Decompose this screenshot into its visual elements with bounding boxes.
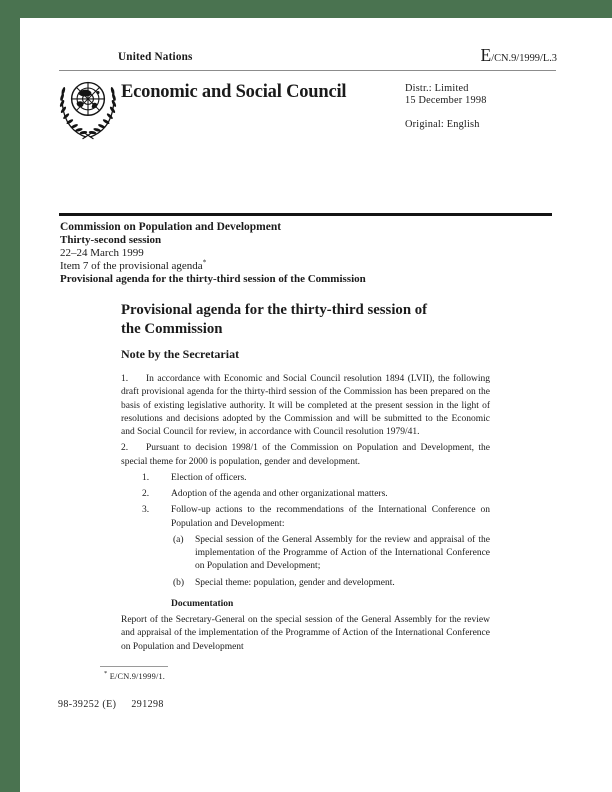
distribution-block bbox=[405, 83, 487, 130]
paragraph-2 bbox=[121, 442, 490, 469]
footnote-rule bbox=[100, 666, 168, 667]
paragraph-2-text: Pursuant to decision 1998/1 of the Commission on Population and Development, the special theme for 2000 is population, gender and development. bbox=[121, 443, 490, 467]
commission-name: Commission on Population and Development bbox=[60, 221, 282, 233]
document-footer bbox=[58, 699, 164, 710]
un-emblem-icon bbox=[58, 76, 118, 140]
footnote-text: E/CN.9/1999/1. bbox=[109, 671, 166, 681]
document-symbol-number: /CN.9/1999/L.3 bbox=[491, 53, 557, 64]
agenda-item-3-number: 3. bbox=[142, 505, 150, 516]
agenda-item-line: Item 7 of the provisional agenda* bbox=[60, 257, 207, 272]
document-title-line1: Provisional agenda for the thirty-third session of bbox=[121, 302, 428, 318]
masthead-rule bbox=[59, 70, 556, 71]
agenda-item-1 bbox=[121, 472, 490, 485]
session-number: Thirty-second session bbox=[60, 233, 162, 246]
footnote-marker: * bbox=[202, 257, 207, 267]
distr-date: 15 December 1998 bbox=[405, 94, 487, 106]
agenda-subitem-a-text: Special session of the General Assembly for the review and appraisal of the implementation of the Programme of Action of the International Conference on Population and Development; bbox=[195, 534, 490, 572]
agenda-subitem-b-marker: (b) bbox=[173, 577, 185, 588]
footnote bbox=[104, 670, 165, 681]
documentation-text: Report of the Secretary-General on the special session of the General Assembly for the review and appraisal of the implementation of the Programme of Action of the International Conference on Population and Development bbox=[121, 615, 490, 652]
agenda-item-1-text: Election of officers. bbox=[171, 472, 247, 483]
agenda-item-1-number: 1. bbox=[142, 472, 150, 483]
agenda-subitem-b-text: Special theme: population, gender and development. bbox=[195, 577, 395, 588]
note-heading: Note by the Secretariat bbox=[121, 347, 240, 361]
paragraph-1-number: 1. bbox=[121, 374, 129, 384]
session-dates: 22–24 March 1999 bbox=[60, 246, 144, 259]
body-content bbox=[121, 373, 490, 657]
section-rule bbox=[59, 213, 552, 216]
document-symbol-series: E bbox=[480, 45, 492, 65]
document-title-line2: the Commission bbox=[121, 321, 223, 337]
paragraph-1-text: In accordance with Economic and Social Council resolution 1894 (LVII), the following draft provisional agenda for the thirty-third session of the Commission has been prepared on the basis of existing legislative authority. It will be completed at the present session in the light of resolutions and decisions adopted by the Commission and will be submitted to the Economic and Social Council for review, in accordance with Council resolution 1979/41. bbox=[121, 374, 490, 437]
agenda-item-3-text: Follow-up actions to the recommendations of the International Conference on Population and Development: bbox=[171, 505, 490, 529]
distr-line: Distr.: Limited bbox=[405, 83, 469, 94]
footnote-mark: * bbox=[104, 670, 108, 677]
document-page bbox=[20, 18, 612, 792]
paragraph-2-number: 2. bbox=[121, 443, 129, 454]
document-symbol bbox=[475, 45, 557, 66]
agenda-item-2 bbox=[121, 488, 490, 501]
paragraph-1 bbox=[121, 373, 490, 439]
documentation-heading: Documentation bbox=[171, 598, 234, 609]
agenda-item-3 bbox=[121, 504, 490, 531]
original-language: Original: English bbox=[405, 118, 480, 130]
agenda-item-2-number: 2. bbox=[142, 489, 150, 499]
org-name: United Nations bbox=[118, 51, 193, 63]
job-number: 98-39252 (E) bbox=[58, 699, 117, 710]
print-date-code: 291298 bbox=[131, 699, 164, 710]
agenda-item-title: Provisional agenda for the thirty-third session of the Commission bbox=[60, 272, 366, 285]
document-title bbox=[121, 301, 427, 339]
agenda-item-2-text: Adoption of the agenda and other organizational matters. bbox=[171, 489, 388, 499]
council-title: Economic and Social Council bbox=[121, 82, 347, 102]
agenda-subitem-b bbox=[121, 577, 490, 590]
agenda-subitem-a-marker: (a) bbox=[173, 534, 184, 545]
session-block bbox=[60, 221, 366, 286]
agenda-subitem-a bbox=[121, 534, 490, 574]
